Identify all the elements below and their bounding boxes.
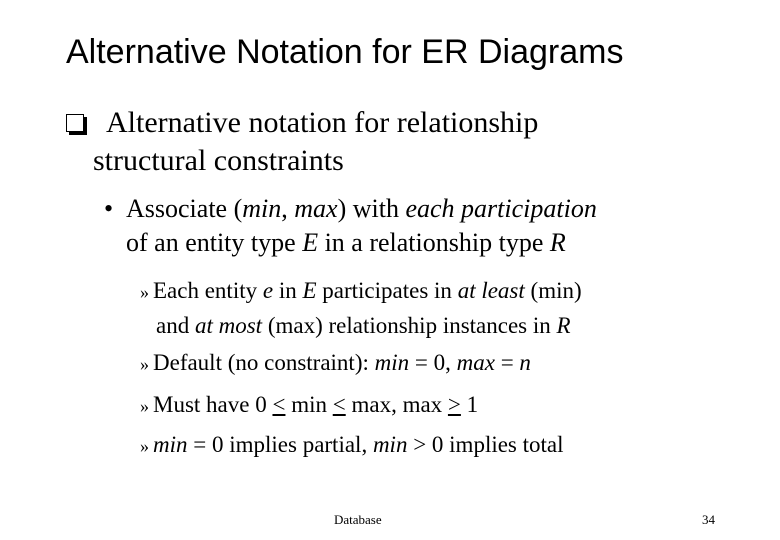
dot-bullet-icon: •: [104, 194, 114, 223]
bullet-level2: [104, 192, 754, 260]
bullet-level1-line2: structural constraints: [93, 144, 344, 177]
square-bullet-icon: [66, 114, 84, 132]
bullet-level2-line2: of an entity type E in a relationship type R: [126, 228, 566, 257]
slide-title: Alternative Notation for ER Diagrams: [66, 33, 624, 71]
sub-bullet-item-1-line1: » Each entity e in E participates in at least (min): [140, 278, 582, 303]
bullet-level2-line1: Associate (min, max) with each participation: [126, 194, 597, 223]
sub-bullet-item-2: » Default (no constraint): min = 0, max = n: [140, 350, 531, 375]
chevron-marker-icon: »: [140, 354, 149, 374]
sub-bullet-item-3: » Must have 0 < min < max, max > 1: [140, 392, 479, 417]
chevron-marker-icon: »: [140, 396, 149, 416]
bullet-level1: [66, 104, 756, 180]
page-number: 34: [702, 512, 715, 527]
chevron-marker-icon: »: [140, 282, 149, 302]
chevron-marker-icon: »: [140, 436, 149, 456]
sub-bullet-item-1: [140, 274, 760, 343]
bullet-level1-line1: Alternative notation for relationship: [106, 106, 539, 139]
sub-bullet-item-4: » min = 0 implies partial, min > 0 implies total: [140, 432, 564, 457]
footer-label: Database: [334, 512, 382, 527]
sub-bullet-item-1-line2: and at most (max) relationship instances in R: [156, 313, 571, 338]
